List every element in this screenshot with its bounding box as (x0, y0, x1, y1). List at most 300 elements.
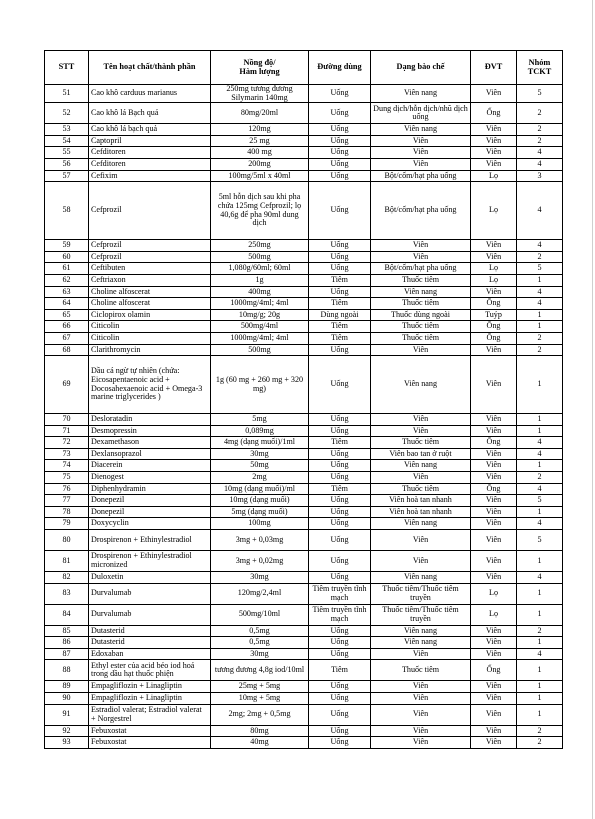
cell-stt: 56 (45, 158, 89, 170)
cell-strength: 500mg/10ml (211, 604, 309, 625)
cell-stt: 70 (45, 414, 89, 426)
cell-strength: 250mg tương đương Silymarin 140mg (211, 85, 309, 103)
cell-stt: 64 (45, 298, 89, 310)
cell-stt: 54 (45, 135, 89, 147)
cell-group: 4 (517, 572, 563, 584)
cell-group: 5 (517, 530, 563, 551)
cell-strength: 200mg (211, 158, 309, 170)
table-row (45, 170, 563, 182)
cell-strength: 4mg (dạng muối)/1ml (211, 437, 309, 449)
cell-dosage-form: Thuốc tiêm (371, 660, 471, 681)
cell-dosage-form: Viên nang (371, 572, 471, 584)
table-row (45, 518, 563, 530)
cell-stt: 65 (45, 309, 89, 321)
cell-strength: 500mg/4ml (211, 321, 309, 333)
cell-unit: Viên (471, 286, 517, 298)
cell-dosage-form: Thuốc tiêm/Thuốc tiêm truyền (371, 604, 471, 625)
cell-route: Tiêm (309, 321, 371, 333)
cell-dosage-form: Viên (371, 135, 471, 147)
cell-group: 1 (517, 660, 563, 681)
header-strength-text: Nồng độ/ Hàm lượng (239, 57, 280, 76)
cell-route: Tiêm (309, 298, 371, 310)
cell-route: Uống (309, 648, 371, 660)
cell-strength: 10mg/g; 20g (211, 309, 309, 321)
cell-route: Uống (309, 147, 371, 159)
cell-unit: Viên (471, 551, 517, 572)
cell-strength: 40mg (211, 737, 309, 749)
cell-route: Tiêm (309, 274, 371, 286)
cell-group: 4 (517, 448, 563, 460)
cell-strength: 2mg (211, 472, 309, 484)
cell-dosage-form: Thuốc tiêm (371, 483, 471, 495)
cell-dosage-form: Bột/cốm/hạt pha uống (371, 170, 471, 182)
cell-route: Uống (309, 158, 371, 170)
table-row (45, 725, 563, 737)
cell-route: Tiêm truyền tĩnh mạch (309, 604, 371, 625)
cell-dosage-form: Thuốc dùng ngoài (371, 309, 471, 321)
table-row (45, 286, 563, 298)
cell-stt: 79 (45, 518, 89, 530)
cell-unit: Ống (471, 437, 517, 449)
cell-unit: Viên (471, 693, 517, 705)
cell-route: Uống (309, 240, 371, 252)
cell-route: Uống (309, 251, 371, 263)
header-group (517, 51, 563, 85)
cell-group: 1 (517, 425, 563, 437)
cell-stt: 90 (45, 693, 89, 705)
table-body (45, 85, 563, 749)
cell-route: Uống (309, 518, 371, 530)
cell-route: Uống (309, 693, 371, 705)
table-row (45, 625, 563, 637)
table-row (45, 704, 563, 725)
table-row (45, 530, 563, 551)
cell-dosage-form: Viên (371, 251, 471, 263)
cell-stt: 61 (45, 263, 89, 275)
cell-route: Uống (309, 135, 371, 147)
header-unit: ĐVT (471, 51, 517, 85)
cell-strength: 10mg + 5mg (211, 693, 309, 705)
cell-strength: 120mg (211, 124, 309, 136)
table-row (45, 551, 563, 572)
table-row (45, 251, 563, 263)
cell-dosage-form: Viên (371, 704, 471, 725)
cell-stt: 58 (45, 182, 89, 240)
cell-stt: 91 (45, 704, 89, 725)
cell-strength: 3mg + 0,02mg (211, 551, 309, 572)
table-row (45, 147, 563, 159)
header-ingredient: Tên hoạt chất/thành phần (89, 51, 211, 85)
cell-route: Uống (309, 124, 371, 136)
cell-strength: 30mg (211, 648, 309, 660)
cell-stt: 55 (45, 147, 89, 159)
cell-group: 4 (517, 240, 563, 252)
cell-unit: Viên (471, 472, 517, 484)
cell-route: Uống (309, 725, 371, 737)
cell-group: 2 (517, 625, 563, 637)
table-row (45, 263, 563, 275)
cell-stt: 86 (45, 637, 89, 649)
cell-stt: 78 (45, 506, 89, 518)
cell-route: Uống (309, 103, 371, 124)
cell-dosage-form: Thuốc tiêm (371, 437, 471, 449)
cell-strength: tương đương 4,8g iod/10ml (211, 660, 309, 681)
cell-stt: 93 (45, 737, 89, 749)
cell-unit: Ống (471, 660, 517, 681)
cell-group: 2 (517, 251, 563, 263)
cell-route: Tiêm (309, 332, 371, 344)
cell-strength: 0,089mg (211, 425, 309, 437)
cell-route: Uống (309, 737, 371, 749)
cell-strength: 1000mg/4ml; 4ml (211, 298, 309, 310)
cell-dosage-form: Bột/cốm/hạt pha uống (371, 182, 471, 240)
cell-ingredient: Empagliflozin + Linagliptin (89, 681, 211, 693)
table-row (45, 332, 563, 344)
table-row (45, 309, 563, 321)
cell-stt: 75 (45, 472, 89, 484)
table-row (45, 158, 563, 170)
cell-stt: 84 (45, 604, 89, 625)
cell-unit: Viên (471, 344, 517, 356)
cell-dosage-form: Thuốc tiêm/Thuốc tiêm truyền (371, 583, 471, 604)
cell-unit: Ống (471, 483, 517, 495)
table-row (45, 437, 563, 449)
cell-unit: Viên (471, 147, 517, 159)
cell-strength: 500mg (211, 251, 309, 263)
cell-dosage-form: Viên (371, 737, 471, 749)
cell-route: Uống (309, 472, 371, 484)
cell-dosage-form: Viên (371, 725, 471, 737)
table-row (45, 240, 563, 252)
cell-ingredient: Captopril (89, 135, 211, 147)
cell-unit: Lọ (471, 274, 517, 286)
cell-stt: 51 (45, 85, 89, 103)
cell-strength: 1g (211, 274, 309, 286)
cell-unit: Viên (471, 460, 517, 472)
cell-ingredient: Febuxostat (89, 737, 211, 749)
cell-ingredient: Cao khô lá Bạch quả (89, 103, 211, 124)
cell-strength: 80mg/20ml (211, 103, 309, 124)
cell-route: Uống (309, 344, 371, 356)
cell-dosage-form: Thuốc tiêm (371, 274, 471, 286)
cell-stt: 73 (45, 448, 89, 460)
cell-strength: 5ml hỗn dịch sau khi pha chứa 125mg Cefprozil; lọ 40,6g để pha 90ml dung dịch (211, 182, 309, 240)
cell-group: 4 (517, 437, 563, 449)
cell-dosage-form: Viên (371, 158, 471, 170)
table-row (45, 344, 563, 356)
table-row (45, 321, 563, 333)
cell-dosage-form: Viên nang (371, 518, 471, 530)
cell-strength: 100mg (211, 518, 309, 530)
cell-route: Uống (309, 572, 371, 584)
cell-strength: 30mg (211, 448, 309, 460)
cell-group: 1 (517, 460, 563, 472)
cell-route: Uống (309, 551, 371, 572)
header-strength (211, 51, 309, 85)
cell-unit: Viên (471, 124, 517, 136)
cell-route: Tiêm (309, 483, 371, 495)
cell-dosage-form: Viên nang (371, 356, 471, 414)
cell-ingredient: Cefixim (89, 170, 211, 182)
cell-group: 1 (517, 604, 563, 625)
cell-dosage-form: Viên (371, 530, 471, 551)
header-route: Đường dùng (309, 51, 371, 85)
cell-group: 4 (517, 182, 563, 240)
table-row (45, 648, 563, 660)
cell-ingredient: Desmopressin (89, 425, 211, 437)
cell-group: 1 (517, 321, 563, 333)
cell-ingredient: Drospirenon + Ethinylestradiol (89, 530, 211, 551)
cell-stt: 57 (45, 170, 89, 182)
cell-strength: 50mg (211, 460, 309, 472)
table-row (45, 414, 563, 426)
page-edge-divider (592, 0, 593, 819)
cell-group: 4 (517, 483, 563, 495)
cell-group: 2 (517, 737, 563, 749)
cell-dosage-form: Viên (371, 425, 471, 437)
cell-unit: Viên (471, 681, 517, 693)
cell-ingredient: Cefprozil (89, 251, 211, 263)
cell-group: 4 (517, 648, 563, 660)
cell-strength: 30mg (211, 572, 309, 584)
cell-group: 1 (517, 274, 563, 286)
cell-group: 1 (517, 704, 563, 725)
cell-ingredient: Cao khô lá bạch quả (89, 124, 211, 136)
cell-dosage-form: Thuốc tiêm (371, 321, 471, 333)
cell-stt: 76 (45, 483, 89, 495)
cell-strength: 250mg (211, 240, 309, 252)
cell-dosage-form: Viên bao tan ở ruột (371, 448, 471, 460)
cell-dosage-form: Viên (371, 240, 471, 252)
cell-ingredient: Cao khô carduus marianus (89, 85, 211, 103)
cell-group: 2 (517, 124, 563, 136)
cell-strength: 1,080g/60ml; 60ml (211, 263, 309, 275)
cell-ingredient: Febuxostat (89, 725, 211, 737)
cell-route: Uống (309, 182, 371, 240)
table-row (45, 637, 563, 649)
cell-group: 1 (517, 681, 563, 693)
cell-unit: Ống (471, 321, 517, 333)
table-row (45, 737, 563, 749)
cell-stt: 71 (45, 425, 89, 437)
cell-unit: Viên (471, 495, 517, 507)
cell-strength: 500mg (211, 344, 309, 356)
cell-stt: 62 (45, 274, 89, 286)
table-row (45, 460, 563, 472)
cell-unit: Viên (471, 518, 517, 530)
cell-dosage-form: Viên hoà tan nhanh (371, 495, 471, 507)
header-stt: STT (45, 51, 89, 85)
cell-dosage-form: Viên nang (371, 286, 471, 298)
cell-strength: 400 mg (211, 147, 309, 159)
cell-ingredient: Ceftibuten (89, 263, 211, 275)
cell-unit: Viên (471, 572, 517, 584)
cell-unit: Viên (471, 637, 517, 649)
cell-group: 4 (517, 158, 563, 170)
cell-route: Tiêm (309, 660, 371, 681)
table-row (45, 448, 563, 460)
cell-ingredient: Choline alfoscerat (89, 298, 211, 310)
cell-group: 5 (517, 85, 563, 103)
cell-strength: 80mg (211, 725, 309, 737)
cell-dosage-form: Viên (371, 648, 471, 660)
cell-route: Uống (309, 425, 371, 437)
cell-dosage-form: Viên (371, 344, 471, 356)
cell-group: 1 (517, 309, 563, 321)
cell-route: Uống (309, 530, 371, 551)
cell-route: Dùng ngoài (309, 309, 371, 321)
table-row (45, 472, 563, 484)
cell-unit: Ống (471, 332, 517, 344)
cell-group: 1 (517, 693, 563, 705)
cell-ingredient: Dutasterid (89, 637, 211, 649)
cell-unit: Viên (471, 448, 517, 460)
cell-ingredient: Dutasterid (89, 625, 211, 637)
cell-group: 2 (517, 135, 563, 147)
cell-group: 1 (517, 356, 563, 414)
cell-group: 2 (517, 103, 563, 124)
cell-ingredient: Durvalumab (89, 583, 211, 604)
cell-group: 1 (517, 637, 563, 649)
cell-stt: 52 (45, 103, 89, 124)
cell-ingredient: Donepezil (89, 506, 211, 518)
cell-strength: 100mg/5ml x 40ml (211, 170, 309, 182)
cell-ingredient: Citicolin (89, 332, 211, 344)
cell-stt: 89 (45, 681, 89, 693)
cell-strength: 2mg; 2mg + 0,5mg (211, 704, 309, 725)
cell-unit: Ống (471, 298, 517, 310)
cell-dosage-form: Thuốc tiêm (371, 332, 471, 344)
cell-unit: Lọ (471, 182, 517, 240)
table-row (45, 356, 563, 414)
cell-unit: Lọ (471, 604, 517, 625)
cell-unit: Viên (471, 725, 517, 737)
cell-ingredient: Dexamethason (89, 437, 211, 449)
table-row (45, 660, 563, 681)
cell-dosage-form: Viên (371, 472, 471, 484)
cell-ingredient: Ciclopirox olamin (89, 309, 211, 321)
cell-route: Uống (309, 637, 371, 649)
cell-unit: Viên (471, 648, 517, 660)
cell-unit: Tuýp (471, 309, 517, 321)
cell-route: Uống (309, 506, 371, 518)
table-row (45, 135, 563, 147)
cell-ingredient: Dầu cá ngừ tự nhiên (chứa: Eicosapentaenoic acid + Docosahexaenoic acid + Omega-3 marine triglycerides ) (89, 356, 211, 414)
cell-group: 4 (517, 298, 563, 310)
cell-unit: Viên (471, 425, 517, 437)
cell-unit: Viên (471, 158, 517, 170)
cell-stt: 69 (45, 356, 89, 414)
cell-strength: 1g (60 mg + 260 mg + 320 mg) (211, 356, 309, 414)
cell-ingredient: Cefprozil (89, 182, 211, 240)
cell-group: 4 (517, 147, 563, 159)
cell-unit: Viên (471, 530, 517, 551)
cell-route: Uống (309, 495, 371, 507)
table-row (45, 274, 563, 286)
cell-stt: 63 (45, 286, 89, 298)
cell-route: Uống (309, 625, 371, 637)
cell-unit: Ống (471, 103, 517, 124)
cell-strength: 3mg + 0,03mg (211, 530, 309, 551)
cell-ingredient: Desloratadin (89, 414, 211, 426)
cell-unit: Viên (471, 251, 517, 263)
cell-dosage-form: Viên nang (371, 637, 471, 649)
table-row (45, 85, 563, 103)
cell-dosage-form: Dung dịch/hỗn dịch/nhũ dịch uống (371, 103, 471, 124)
table-row (45, 182, 563, 240)
cell-unit: Viên (471, 737, 517, 749)
cell-ingredient: Dexlansoprazol (89, 448, 211, 460)
cell-route: Uống (309, 263, 371, 275)
cell-group: 1 (517, 506, 563, 518)
cell-ingredient: Empagliflozin + Linagliptin (89, 693, 211, 705)
cell-dosage-form: Viên hoà tan nhanh (371, 506, 471, 518)
cell-group: 2 (517, 472, 563, 484)
cell-ingredient: Edoxaban (89, 648, 211, 660)
cell-stt: 88 (45, 660, 89, 681)
cell-route: Uống (309, 170, 371, 182)
cell-dosage-form: Viên nang (371, 85, 471, 103)
cell-ingredient: Doxycyclin (89, 518, 211, 530)
cell-stt: 74 (45, 460, 89, 472)
cell-stt: 92 (45, 725, 89, 737)
cell-ingredient: Cefprozil (89, 240, 211, 252)
cell-strength: 1000mg/4ml; 4ml (211, 332, 309, 344)
cell-stt: 85 (45, 625, 89, 637)
cell-ingredient: Durvalumab (89, 604, 211, 625)
cell-dosage-form: Viên (371, 147, 471, 159)
cell-route: Tiêm (309, 437, 371, 449)
cell-ingredient: Citicolin (89, 321, 211, 333)
drug-table (44, 50, 563, 749)
table-row (45, 103, 563, 124)
cell-ingredient: Ethyl ester của acid béo iod hoá trong dầu hạt thuốc phiện (89, 660, 211, 681)
cell-group: 1 (517, 414, 563, 426)
table-row (45, 693, 563, 705)
cell-route: Uống (309, 460, 371, 472)
cell-group: 4 (517, 286, 563, 298)
table-row (45, 425, 563, 437)
cell-stt: 60 (45, 251, 89, 263)
cell-unit: Viên (471, 414, 517, 426)
table-row (45, 495, 563, 507)
cell-dosage-form: Viên (371, 693, 471, 705)
cell-dosage-form: Viên (371, 551, 471, 572)
table-row (45, 506, 563, 518)
header-dosage-form: Dạng bào chế (371, 51, 471, 85)
cell-unit: Lọ (471, 263, 517, 275)
cell-unit: Viên (471, 240, 517, 252)
cell-dosage-form: Viên nang (371, 124, 471, 136)
cell-unit: Viên (471, 135, 517, 147)
cell-ingredient: Cefditoren (89, 158, 211, 170)
cell-ingredient: Duloxetin (89, 572, 211, 584)
cell-dosage-form: Viên nang (371, 460, 471, 472)
table-header-row (45, 51, 563, 85)
cell-stt: 82 (45, 572, 89, 584)
cell-group: 5 (517, 263, 563, 275)
cell-strength: 25mg + 5mg (211, 681, 309, 693)
cell-unit: Lọ (471, 170, 517, 182)
cell-route: Tiêm truyền tĩnh mạch (309, 583, 371, 604)
cell-group: 1 (517, 551, 563, 572)
cell-group: 5 (517, 495, 563, 507)
cell-unit: Viên (471, 625, 517, 637)
cell-ingredient: Diphenhydramin (89, 483, 211, 495)
cell-stt: 72 (45, 437, 89, 449)
cell-unit: Viên (471, 704, 517, 725)
cell-dosage-form: Viên (371, 681, 471, 693)
